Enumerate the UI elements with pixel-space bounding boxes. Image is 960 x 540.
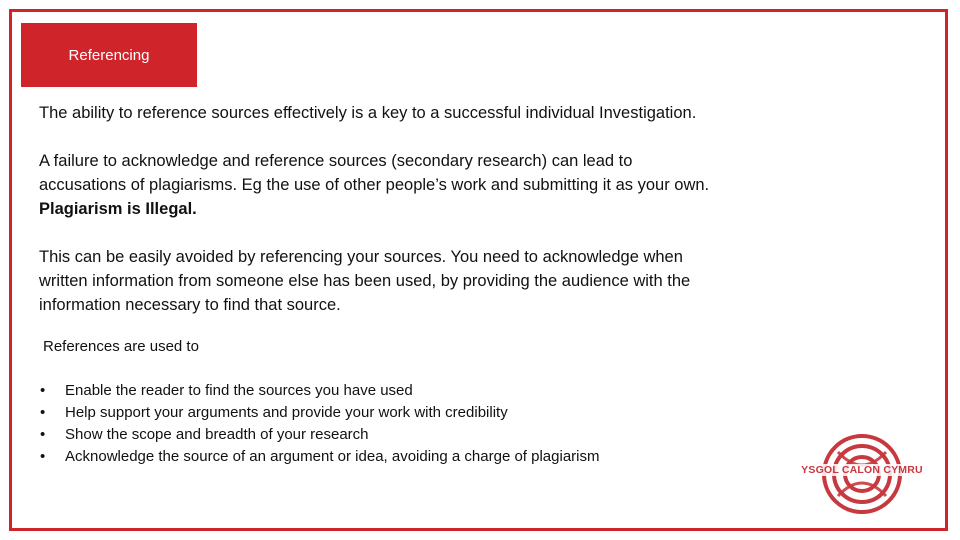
intro-text: The ability to reference sources effectively is a key to a successful individual Investigation. (39, 104, 697, 122)
plagiarism-line-1: A failure to acknowledge and reference sources (secondary research) can lead to (39, 152, 633, 170)
avoidance-paragraph (39, 245, 819, 317)
list-item: • Show the scope and breadth of your research (40, 424, 600, 446)
bullet-icon: • (40, 448, 46, 465)
references-list (40, 380, 600, 468)
list-item: • Enable the reader to find the sources you have used (40, 380, 600, 402)
list-item: • Help support your arguments and provide your work with credibility (40, 402, 600, 424)
school-logo-text: YSGOL CALON CYMRU (798, 464, 926, 476)
avoidance-line-3: information necessary to find that source. (39, 296, 341, 314)
avoidance-line-1: This can be easily avoided by referencing your sources. You need to acknowledge when (39, 248, 683, 266)
bullet-icon: • (40, 426, 46, 443)
plagiarism-line-2: accusations of plagiarisms. Eg the use of other people’s work and submitting it as your own. (39, 176, 710, 194)
intro-paragraph (39, 101, 819, 125)
list-item: • Acknowledge the source of an argument or idea, avoiding a charge of plagiarism (40, 446, 600, 468)
school-logo (798, 432, 926, 516)
bullet-icon: • (40, 382, 46, 399)
title-tag (21, 23, 197, 87)
title-tag-label: Referencing (68, 46, 150, 64)
plagiarism-paragraph (39, 149, 819, 221)
references-label: References are used to (43, 338, 199, 355)
bullet-icon: • (40, 404, 46, 421)
plagiarism-warning: Plagiarism is Illegal. (39, 200, 197, 218)
avoidance-line-2: written information from someone else has been used, by providing the audience with the (39, 272, 691, 290)
